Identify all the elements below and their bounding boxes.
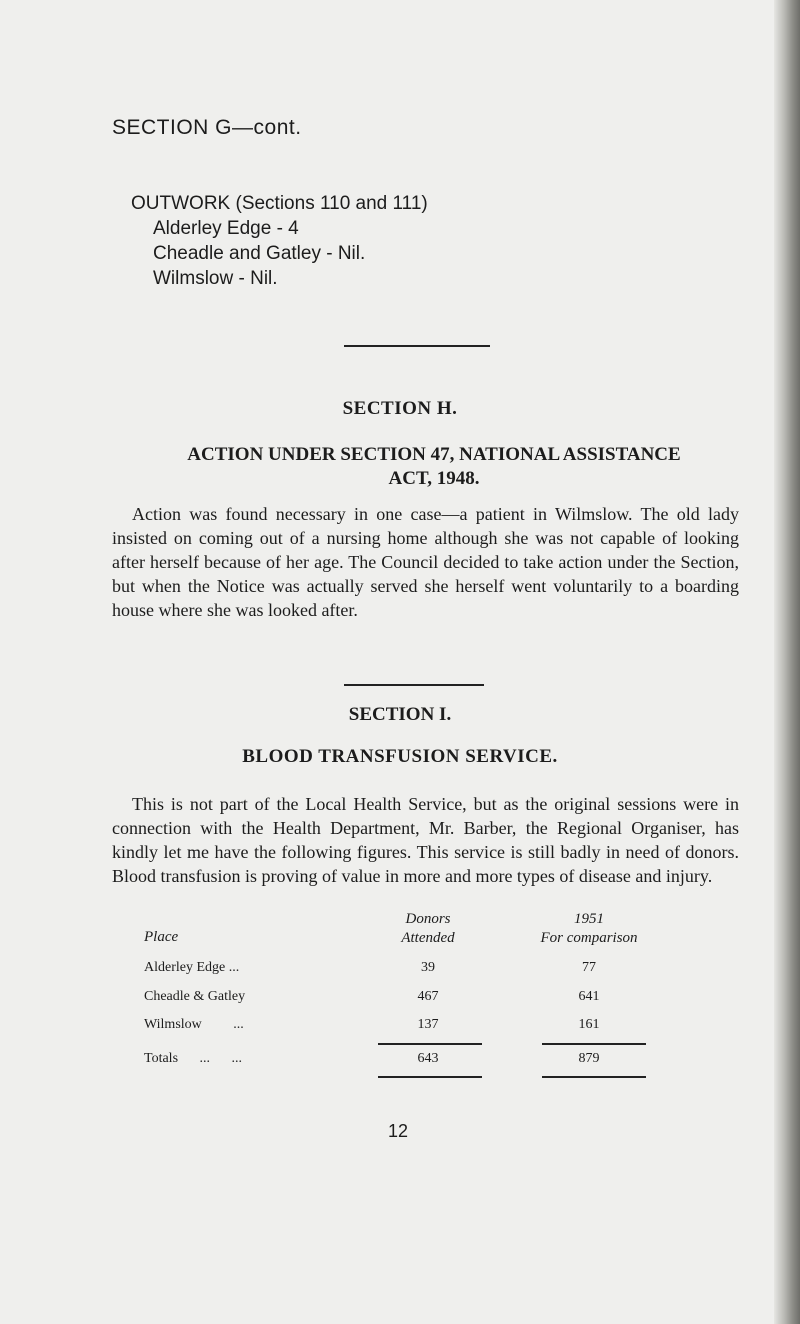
col-header-place: Place bbox=[144, 929, 179, 945]
row-place: Alderley Edge ... bbox=[144, 960, 240, 975]
section-divider bbox=[344, 684, 484, 686]
section-i-title: SECTION I. bbox=[348, 704, 452, 725]
row-comparison: 641 bbox=[578, 989, 600, 1004]
totals-underline-comparison bbox=[542, 1076, 646, 1078]
outwork-item: Alderley Edge - 4 bbox=[153, 218, 299, 239]
section-h-heading bbox=[128, 443, 740, 491]
col-header-comparison-line: 1951 bbox=[574, 911, 604, 927]
row-donors: 39 bbox=[421, 960, 435, 975]
section-h-heading-line: ACT, 1948. bbox=[388, 468, 480, 489]
row-place: Cheadle & Gatley bbox=[144, 989, 246, 1004]
totals-comparison: 879 bbox=[578, 1051, 600, 1066]
totals-underline-donors bbox=[378, 1076, 482, 1078]
section-g-title: SECTION G—cont. bbox=[112, 116, 302, 139]
section-h-paragraph: Action was found necessary in one case—a patient in Wilmslow. The old lady insisted on coming out of a nursing home although she was not capable of looking after herself because of her age. The Council decided to take action under the Section, but when the Notice was actually served she herself went voluntarily to a boarding house where she was looked after. bbox=[112, 504, 739, 620]
row-donors: 137 bbox=[417, 1017, 439, 1032]
outwork-item: Cheadle and Gatley - Nil. bbox=[153, 243, 366, 264]
totals-rule-comparison bbox=[542, 1043, 646, 1045]
row-comparison: 161 bbox=[578, 1017, 600, 1032]
row-place: Wilmslow ... bbox=[144, 1017, 244, 1032]
col-header-donors-line: Attended bbox=[401, 930, 455, 946]
outwork-item: Wilmslow - Nil. bbox=[153, 268, 278, 289]
col-header-donors-line: Donors bbox=[405, 911, 451, 927]
section-h-heading-line: ACTION UNDER SECTION 47, NATIONAL ASSISTANCE bbox=[187, 444, 681, 465]
row-donors: 467 bbox=[417, 989, 439, 1004]
row-comparison: 77 bbox=[582, 960, 596, 975]
col-header-donors bbox=[368, 910, 488, 948]
col-header-comparison-line: For comparison bbox=[540, 930, 638, 946]
section-divider bbox=[344, 345, 490, 347]
section-h-title: SECTION H. bbox=[342, 398, 458, 419]
section-i-paragraph: This is not part of the Local Health Service, but as the original sessions were in connection with the Health Department, Mr. Barber, the Regional Organiser, has kindly let me have the following figures. This service is still badly in need of donors. Blood transfusion is proving of value in more and more types of disease and injury. bbox=[112, 794, 739, 886]
col-header-comparison bbox=[519, 910, 659, 948]
section-i-heading: BLOOD TRANSFUSION SERVICE. bbox=[242, 746, 558, 767]
totals-donors: 643 bbox=[417, 1051, 439, 1066]
totals-rule-donors bbox=[378, 1043, 482, 1045]
page-number: 12 bbox=[388, 1121, 409, 1141]
totals-label: Totals ... ... bbox=[144, 1051, 243, 1066]
outwork-heading: OUTWORK (Sections 110 and 111) bbox=[131, 193, 428, 214]
page-edge-shadow bbox=[774, 0, 800, 1324]
